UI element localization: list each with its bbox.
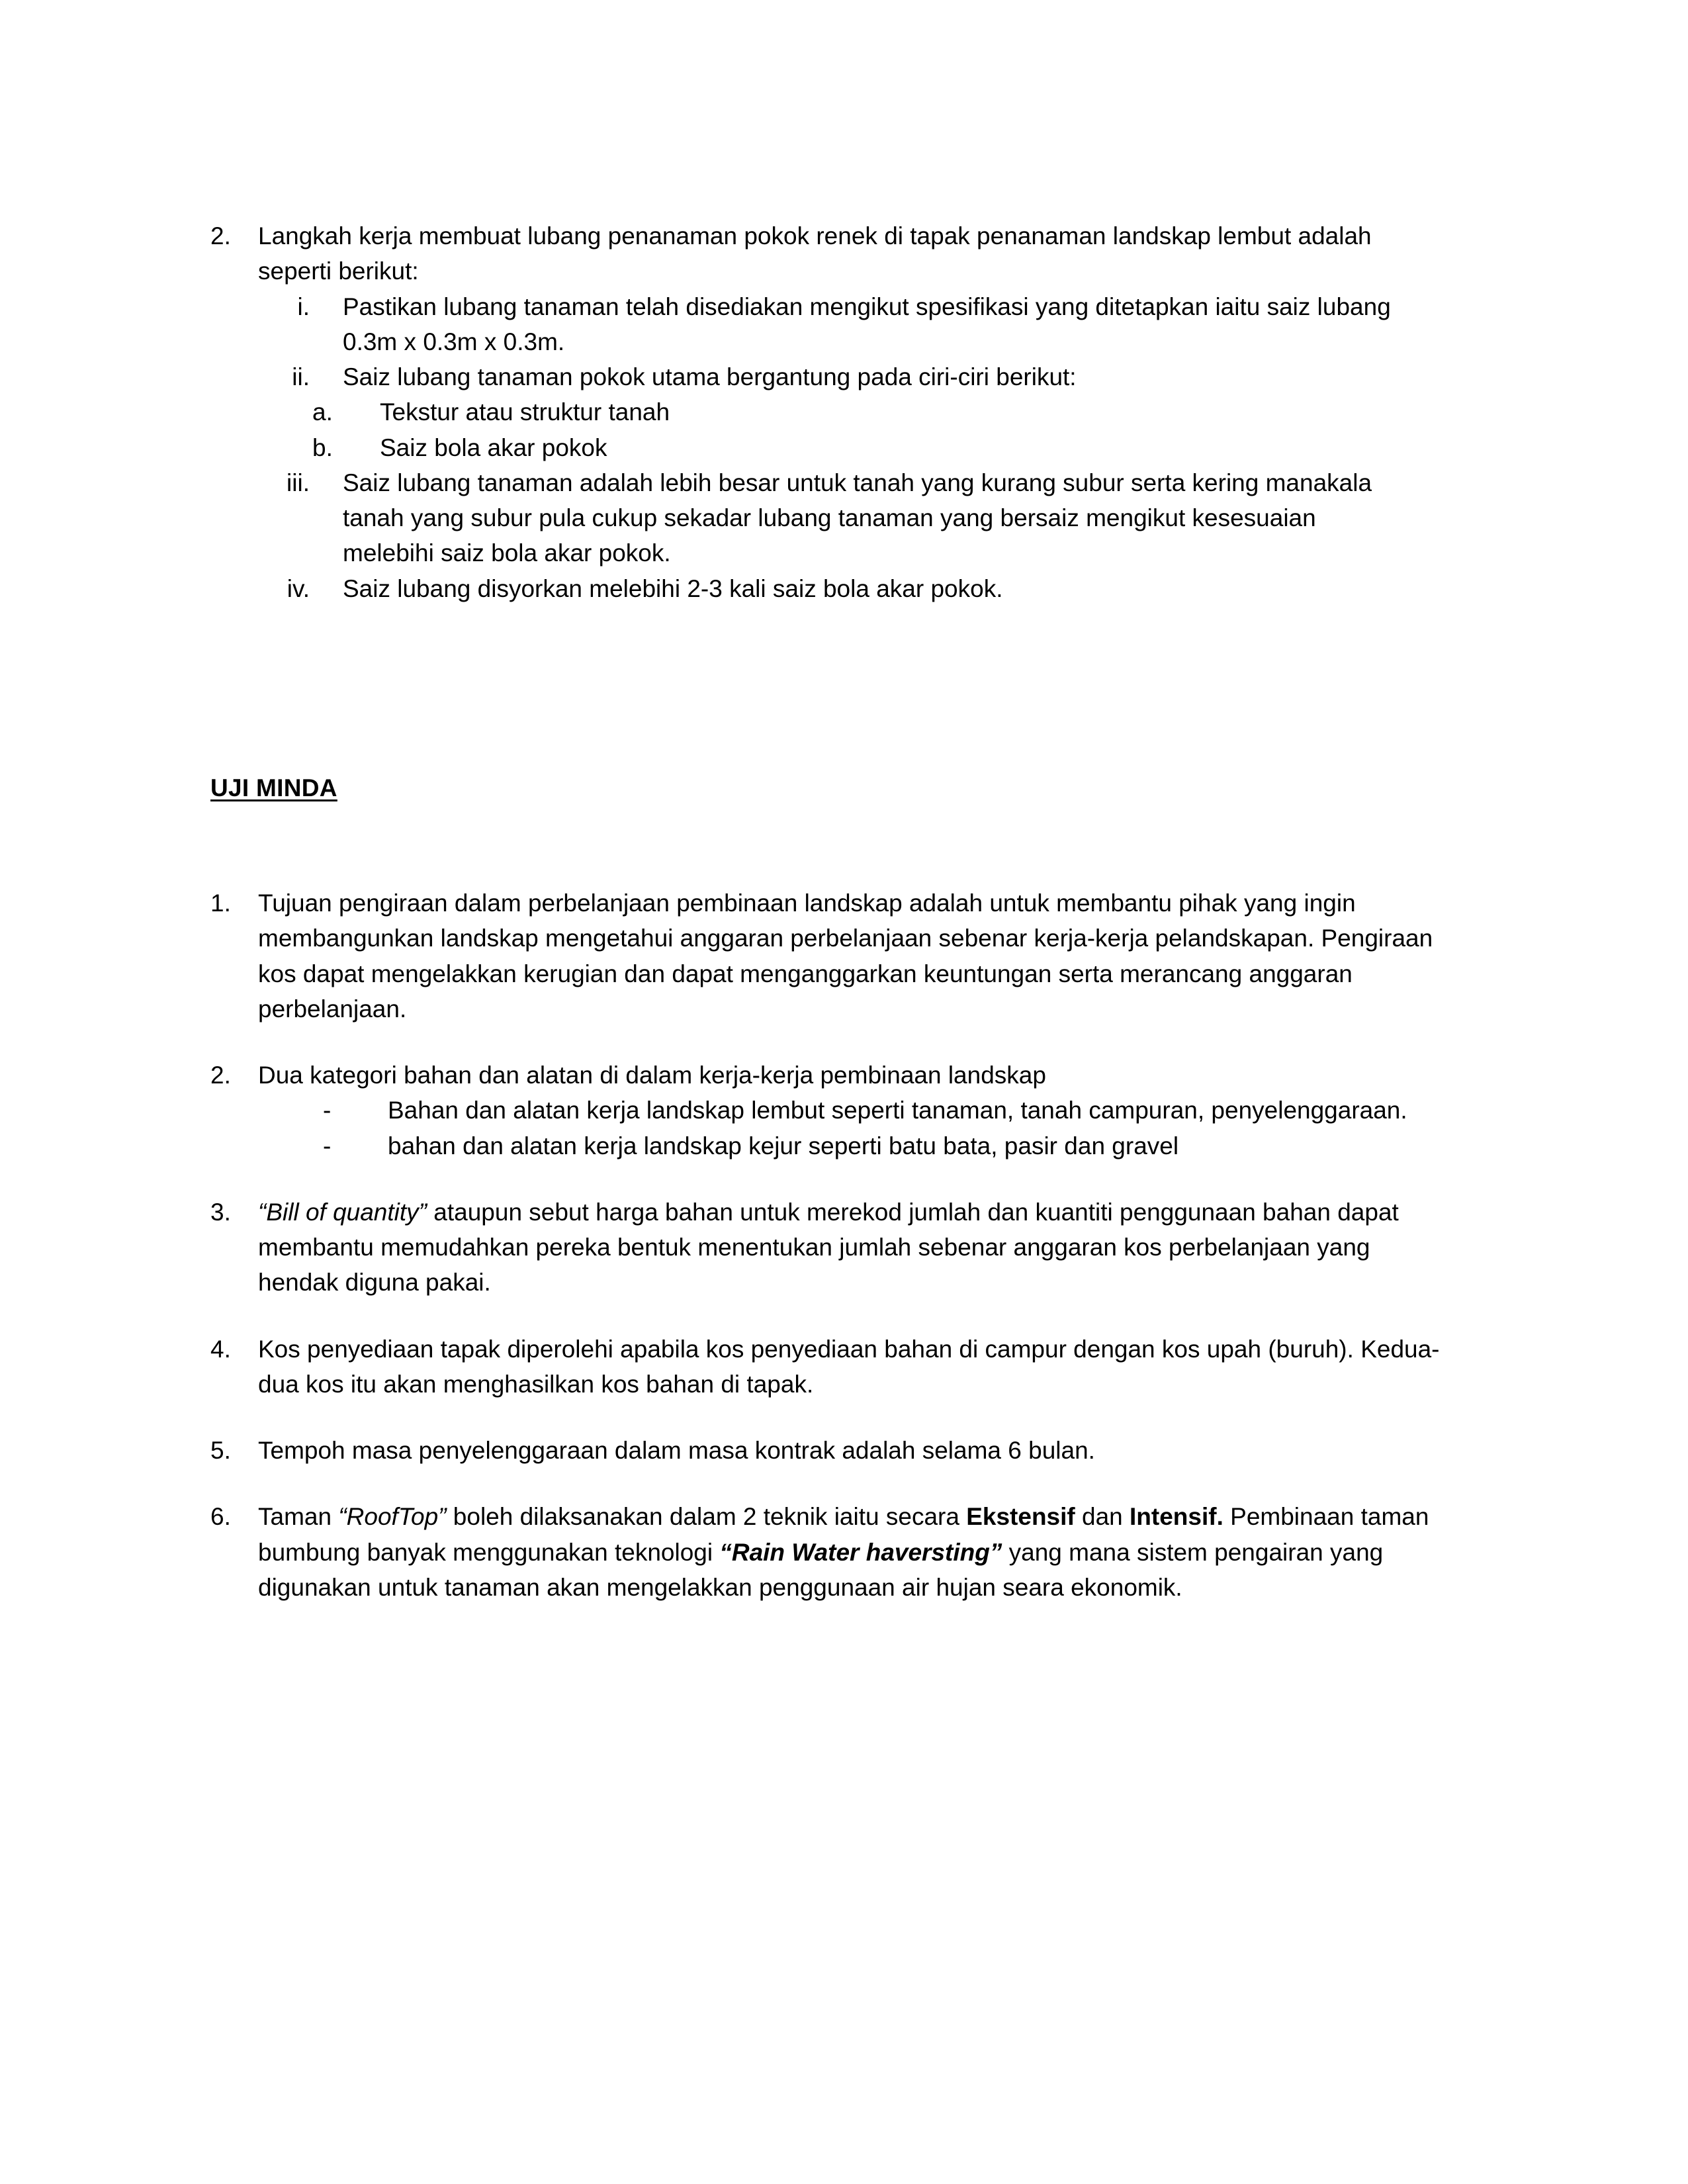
list-item: [323, 1093, 1443, 1128]
text-segment: Taman: [258, 1503, 339, 1531]
text-segment: yang mana sistem pengairan yang digunakan untuk tanaman akan mengelakkan penggunaan air hujan seara ekonomik.: [258, 1538, 1384, 1601]
list-item: [312, 394, 1468, 430]
list-item-text: Dua kategori bahan dan alatan di dalam kerja-kerja pembinaan landskap: [258, 1062, 1046, 1089]
list-item: [210, 1499, 1468, 1605]
list-item: [210, 1433, 1468, 1468]
emphasis-intensif: Intensif.: [1130, 1503, 1223, 1531]
list-item-text: Tekstur atau struktur tanah: [380, 398, 670, 426]
list-item-text: [258, 1195, 1443, 1300]
list-item: [238, 571, 1468, 606]
list-marker: 2.: [210, 1062, 231, 1089]
list-item: [238, 465, 1468, 571]
list-marker: ii.: [292, 363, 310, 391]
emphasis-ekstensif: Ekstensif: [966, 1503, 1075, 1531]
list-item-text-rest: ataupun sebut harga bahan untuk merekod jumlah dan kuantiti penggunaan bahan dapat membantu memudahkan pereka bentuk menentukan jumlah sebenar anggaran kos perbelanjaan yang hendak diguna pakai.: [258, 1198, 1399, 1297]
text-segment: Pembinaan taman bumbung banyak menggunakan teknologi: [258, 1503, 1429, 1566]
list-marker: i.: [297, 293, 310, 320]
list-marker: -: [323, 1097, 332, 1124]
emphasis-rooftop: “RoofTop”: [338, 1503, 447, 1531]
list-item: [210, 1195, 1468, 1300]
list-item: [210, 1332, 1468, 1402]
list-marker: 5.: [210, 1437, 231, 1465]
list-marker: 2.: [210, 222, 231, 250]
list-item: [238, 359, 1468, 394]
list-item: [210, 1058, 1468, 1163]
list-marker: b.: [312, 433, 333, 461]
emphasis-bill-of-quantity: “Bill of quantity”: [258, 1198, 427, 1226]
dash-sublist: [258, 1093, 1443, 1163]
top-numbered-list: [210, 218, 1468, 606]
list-item: [210, 218, 1468, 289]
list-item: [323, 1128, 1443, 1163]
list-item-text: Kos penyediaan tapak diperolehi apabila kos penyediaan bahan di campur dengan kos upah (buruh). Kedua-dua kos itu akan menghasilkan kos bahan di tapak.: [258, 1335, 1440, 1398]
list-item-text: Saiz lubang tanaman adalah lebih besar untuk tanah yang kurang subur serta kering manakala tanah yang subur pula cukup sekadar lubang tanaman yang bersaiz mengikut kesesuaian melebihi saiz bola akar pokok.: [343, 469, 1372, 567]
list-marker: -: [323, 1132, 332, 1160]
list-item-text: Bahan dan alatan kerja landskap lembut seperti tanaman, tanah campuran, penyelenggaraan.: [388, 1097, 1407, 1124]
list-item-body: [258, 1058, 1443, 1163]
list-item-text: Saiz lubang tanaman pokok utama bergantung pada ciri-ciri berikut:: [343, 363, 1077, 391]
list-marker: 1.: [210, 889, 231, 917]
document-content: [210, 218, 1468, 1601]
list-item-text: Tempoh masa penyelenggaraan dalam masa kontrak adalah selama 6 bulan.: [258, 1437, 1095, 1465]
text-segment: boleh dilaksanakan dalam 2 teknik iaitu secara: [446, 1503, 967, 1531]
list-marker: 3.: [210, 1198, 231, 1226]
section-heading: UJI MINDA: [210, 774, 337, 801]
list-item-text: Saiz bola akar pokok: [380, 433, 607, 461]
list-item-text: [258, 1499, 1443, 1605]
list-item-text: Saiz lubang disyorkan melebihi 2-3 kali saiz bola akar pokok.: [343, 574, 1003, 602]
roman-numeral-sublist: [210, 289, 1468, 606]
text-segment: dan: [1075, 1503, 1130, 1531]
list-item: [238, 289, 1468, 360]
list-item-text: bahan dan alatan kerja landskap kejur seperti batu bata, pasir dan gravel: [388, 1132, 1179, 1160]
list-item-text: Langkah kerja membuat lubang penanaman pokok renek di tapak penanaman landskap lembut adalah seperti berikut:: [258, 222, 1372, 285]
emphasis-rain-water-haversting: “Rain Water haversting”: [719, 1538, 1002, 1566]
uji-minda-list: [210, 886, 1468, 1636]
list-item: [210, 886, 1468, 1026]
list-marker: 4.: [210, 1335, 231, 1363]
list-marker: iv.: [287, 574, 310, 602]
list-item-text: Pastikan lubang tanaman telah disediakan mengikut spesifikasi yang ditetapkan iaitu saiz lubang 0.3m x 0.3m x 0.3m.: [343, 293, 1391, 355]
list-marker: a.: [312, 398, 333, 426]
list-item: [312, 430, 1468, 465]
alpha-sublist: [238, 394, 1468, 465]
list-marker: 6.: [210, 1503, 231, 1531]
list-item-text: Tujuan pengiraan dalam perbelanjaan pembinaan landskap adalah untuk membantu pihak yang ingin membangunkan landskap mengetahui anggaran perbelanjaan sebenar kerja-kerja pelandskapan. Pengiraan kos dapat mengelakkan kerugian dan dapat menganggarkan keuntungan serta merancang anggaran perbelanjaan.: [258, 889, 1433, 1023]
list-marker: iii.: [287, 469, 310, 496]
